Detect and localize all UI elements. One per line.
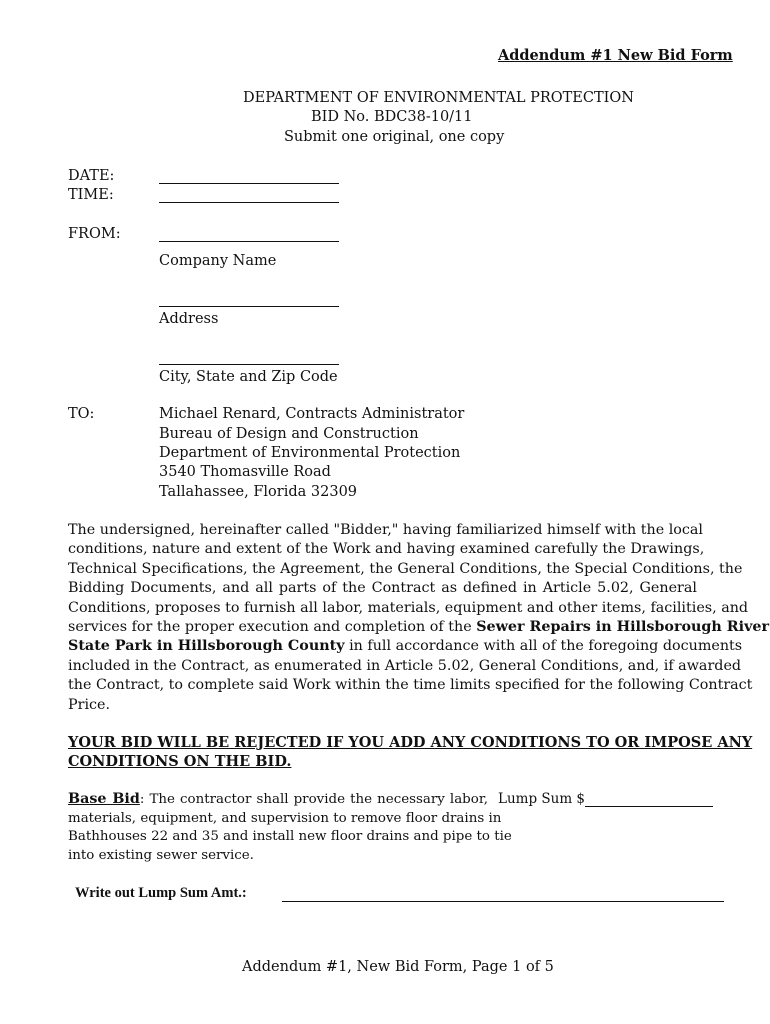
addendum-title: Addendum #1 New Bid Form (498, 47, 733, 64)
paragraph-line: Conditions, proposes to furnish all labor, materials, equipment and other items, facilities, and (68, 599, 749, 616)
base-bid-line: materials, equipment, and supervision to remove floor drains in (68, 810, 502, 826)
from-label: FROM: (68, 226, 121, 242)
bid-number: BID No. BDC38-10/11 (311, 109, 473, 125)
time-field[interactable] (159, 202, 339, 203)
recipient-city: Tallahassee, Florida 32309 (159, 484, 358, 500)
rejection-warning-line2: CONDITIONS ON THE BID. (68, 753, 292, 770)
rejection-warning-line1: YOUR BID WILL BE REJECTED IF YOU ADD ANY CONDITIONS TO OR IMPOSE ANY (68, 734, 753, 751)
lump-sum-field[interactable] (585, 806, 713, 807)
company-name-field[interactable] (159, 241, 339, 242)
write-out-lump-sum-field[interactable] (282, 901, 724, 902)
company-name-label: Company Name (159, 253, 277, 269)
paragraph-text: in full accordance with all of the foregoing documents (344, 638, 743, 655)
paragraph-text: services for the proper execution and completion of the (68, 619, 477, 636)
date-field[interactable] (159, 183, 339, 184)
paragraph-line: The undersigned, hereinafter called "Bidder," having familiarized himself with the local (68, 522, 703, 538)
paragraph-line (68, 618, 770, 637)
paragraph-line: included in the Contract, as enumerated in Article 5.02, General Conditions, and, if awarded (68, 657, 742, 674)
address-label: Address (159, 311, 219, 327)
paragraph-line: Bidding Documents, and all parts of the Contract as defined in Article 5.02, General (68, 580, 697, 597)
base-bid-label: Base Bid (68, 791, 140, 807)
city-state-zip-label: City, State and Zip Code (159, 369, 338, 385)
page-footer: Addendum #1, New Bid Form, Page 1 of 5 (242, 959, 554, 975)
to-label: TO: (68, 406, 95, 422)
paragraph-line: the Contract, to complete said Work within the time limits specified for the following Contract (68, 677, 753, 694)
time-label: TIME: (68, 187, 114, 203)
submit-note: Submit one original, one copy (284, 129, 505, 145)
project-name-part1: Sewer Repairs in Hillsborough River (476, 619, 770, 636)
paragraph-line: conditions, nature and extent of the Work and having examined carefully the Drawings, (68, 541, 705, 558)
recipient-street: 3540 Thomasville Road (159, 464, 331, 480)
base-bid-line (68, 790, 488, 810)
address-field[interactable] (159, 306, 339, 307)
lump-sum-label: Lump Sum $ (498, 791, 586, 807)
write-out-lump-sum-label: Write out Lump Sum Amt.: (75, 885, 247, 901)
bid-paragraph (68, 521, 770, 715)
city-state-zip-field[interactable] (159, 364, 339, 365)
base-bid-line: into existing sewer service. (68, 847, 254, 863)
paragraph-line: Price. (68, 696, 111, 713)
base-bid-description (68, 790, 512, 865)
project-name-part2: State Park in Hillsborough County (68, 638, 345, 655)
department-heading: DEPARTMENT OF ENVIRONMENTAL PROTECTION (243, 90, 634, 106)
recipient-bureau: Bureau of Design and Construction (159, 426, 419, 442)
recipient-name: Michael Renard, Contracts Administrator (159, 406, 465, 422)
base-bid-line: Bathhouses 22 and 35 and install new floor drains and pipe to tie (68, 829, 512, 845)
paragraph-line: Technical Specifications, the Agreement, the General Conditions, the Special Conditions, the (68, 560, 743, 577)
base-bid-text: : The contractor shall provide the necessary labor, (139, 792, 489, 807)
paragraph-line (68, 637, 743, 656)
recipient-department: Department of Environmental Protection (159, 445, 461, 461)
date-label: DATE: (68, 168, 115, 184)
